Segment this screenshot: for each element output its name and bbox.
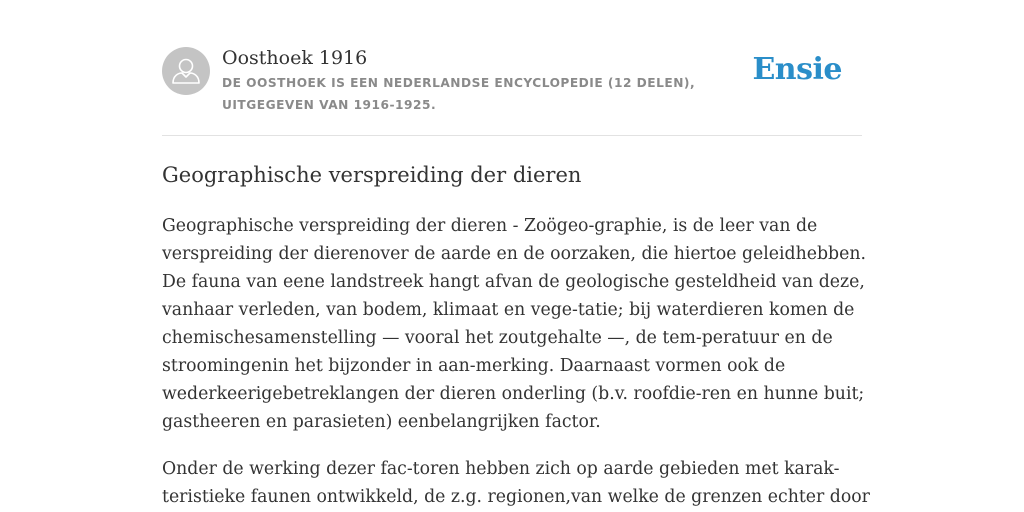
source-header xyxy=(162,46,862,136)
article-title: Geographische verspreiding der dieren xyxy=(162,163,582,187)
article-body xyxy=(162,212,870,512)
source-description: DE OOSTHOEK IS EEN NEDERLANDSE ENCYCLOPEDIE (12 DELEN), UITGEGEVEN VAN 1916-1925. xyxy=(222,76,696,112)
source-title[interactable]: Oosthoek 1916 xyxy=(222,47,368,69)
text-line: stroomingenin het bijzonder in aan-merking. Daarnaast vormen ook de xyxy=(162,356,786,376)
text-line: gastheeren en parasieten) eenbelangrijken factor. xyxy=(162,412,601,432)
text-line: teristieke faunen ontwikkeld, de z.g. regionen,van welke de grenzen echter door xyxy=(162,487,870,507)
text-line: chemischesamenstelling — vooral het zoutgehalte —, de tem-peratuur en de xyxy=(162,328,833,348)
article-paragraph-1 xyxy=(162,212,866,436)
text-line: De fauna van eene landstreek hangt afvan de geologische gesteldheid van deze, xyxy=(162,272,865,292)
ensie-logo-link[interactable]: Ensie xyxy=(752,52,842,87)
text-line: vanhaar verleden, van bodem, klimaat en vege-tatie; bij waterdieren komen de xyxy=(162,300,855,320)
text-line: verspreiding der dierenover de aarde en de oorzaken, die hiertoe geleidhebben. xyxy=(162,244,866,264)
source-avatar[interactable] xyxy=(162,47,210,95)
header-divider xyxy=(162,135,862,136)
article-paragraph-2 xyxy=(162,455,870,511)
text-line: wederkeerigebetreklangen der dieren onderling (b.v. roofdie-ren en hunne buit; xyxy=(162,384,865,404)
text-line: Onder de werking dezer fac-toren hebben zich op aarde gebieden met karak- xyxy=(162,459,840,479)
user-silhouette-icon xyxy=(162,47,210,95)
text-line: Geographische verspreiding der dieren - Zoögeo-graphie, is de leer van de xyxy=(162,216,818,236)
